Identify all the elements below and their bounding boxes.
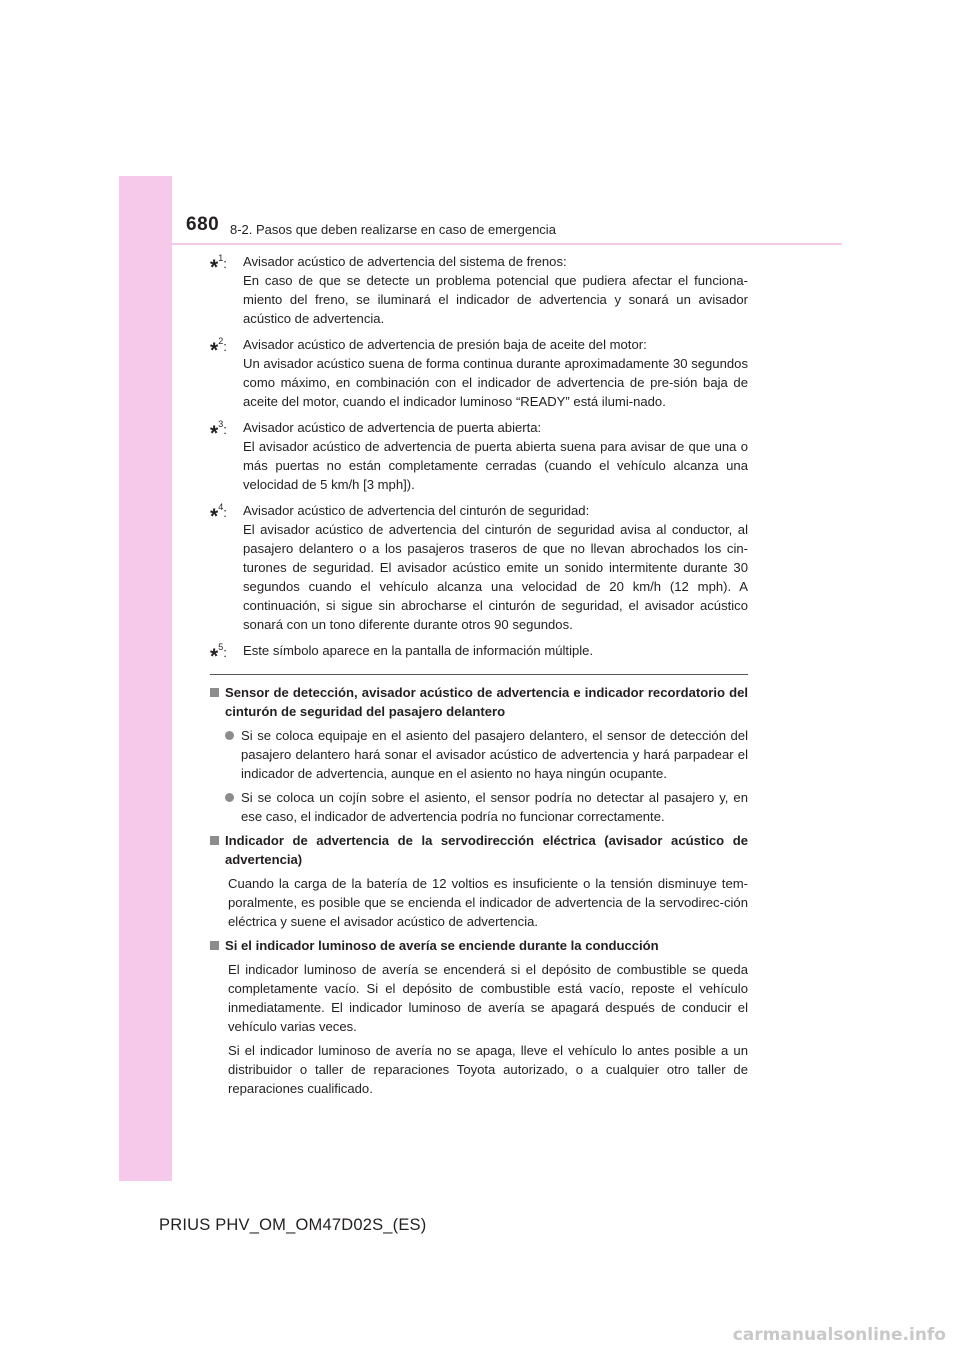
footnote-title: Avisador acústico de advertencia de puerta abierta: — [243, 420, 542, 435]
watermark: carmanualsonline.info — [732, 1325, 946, 1345]
circle-bullet-icon — [225, 731, 234, 740]
side-band — [119, 176, 172, 1181]
list-item: Si se coloca equipaje en el asiento del pasajero delantero, el sensor de detección del pasajero delantero hará sonar el avisador acústico de advertencia y hará parpadear el indicador de advertencia, aunque en el asiento no haya ningún ocupante. — [210, 726, 748, 783]
footnote-title: Avisador acústico de advertencia del sistema de frenos: — [243, 254, 567, 269]
footnote-2 — [210, 335, 748, 411]
section-divider — [210, 674, 748, 675]
footnote-text: El avisador acústico de advertencia de puerta abierta suena para avisar de que una o más puertas no están completamente cerradas (cuando el vehículo alcanza una velocidad de 5 km/h [3 mph]). — [243, 439, 748, 492]
section-title: 8-2. Pasos que deben realizarse en caso de emergencia — [230, 222, 556, 237]
paragraph: Si el indicador luminoso de avería no se apaga, lleve el vehículo lo antes posible a un distribuidor o taller de reparaciones Toyota autorizado, o a cualquier otro taller de reparaciones cualificado. — [228, 1043, 748, 1096]
footnote-1 — [210, 252, 748, 328]
square-bullet-icon — [210, 836, 219, 845]
footnote-text: En caso de que se detecte un problema potencial que pudiera afectar el funciona-miento del freno, se iluminará el indicador de advertencia y sonará un avisador acústico de advertencia. — [243, 273, 748, 326]
footnote-title: Avisador acústico de advertencia de presión baja de aceite del motor: — [243, 337, 647, 352]
circle-bullet-icon — [225, 793, 234, 802]
footnote-text: El avisador acústico de advertencia del cinturón de seguridad avisa al conductor, al pasajero delantero o a los pasajeros traseros de que no llevan abrochados los cin-turones de seguridad. El avisador acústico emite un sonido intermitente durante 30 segundos cuando el vehículo alcanza una velocidad de 20 km/h (12 mph). A continuación, si sigue sin abrocharse el cinturón de seguridad, el avisador acústico sonará con un tono diferente durante otros 90 segundos. — [243, 522, 748, 632]
footnote-4 — [210, 501, 748, 634]
list-item: Si se coloca un cojín sobre el asiento, el sensor podría no detectar al pasajero y, en ese caso, el indicador de advertencia podría no funcionar correctamente. — [210, 788, 748, 826]
paragraph: El indicador luminoso de avería se encenderá si el depósito de combustible se queda completamente vacío. Si el depósito de combustible está vacío, reposte el vehículo inmediatamente. El indicador luminoso de avería se apagará después de conducir el vehículo varias veces. — [228, 962, 748, 1034]
square-bullet-icon — [210, 941, 219, 950]
section-heading-malfunction: Si el indicador luminoso de avería se enciende durante la conducción — [210, 936, 748, 955]
footnote-title: Este símbolo aparece en la pantalla de información múltiple. — [243, 643, 594, 658]
footnote-marker: *$^2$: — [210, 336, 227, 362]
footnote-title: Avisador acústico de advertencia del cinturón de seguridad: — [243, 503, 590, 518]
page-content — [210, 252, 748, 1103]
square-bullet-icon — [210, 688, 219, 697]
footnote-marker: *$^1$: — [210, 253, 227, 279]
footnote-marker: *$^4$: — [210, 502, 227, 528]
header-divider — [172, 243, 842, 245]
page-number: 680 — [186, 214, 220, 235]
footnote-marker: *$^3$: — [210, 419, 227, 445]
paragraph: Cuando la carga de la batería de 12 voltios es insuficiente o la tensión disminuye tem-poralmente, es posible que se encienda el indicador de advertencia de la servodirec-ción eléctrica y suene el avisador acústico de advertencia. — [228, 876, 748, 929]
footnote-3 — [210, 418, 748, 494]
footnote-5 — [210, 641, 748, 668]
section-heading-sensor: Sensor de detección, avisador acústico de advertencia e indicador recordatorio del cinturón de seguridad del pasajero delantero — [210, 683, 748, 721]
footer-doc-id: PRIUS PHV_OM_OM47D02S_(ES) — [159, 1216, 427, 1234]
footnote-text: Un avisador acústico suena de forma continua durante aproximadamente 30 segundos como máximo, en combinación con el indicador de advertencia de pre-sión baja de aceite del motor, cuando el indicador luminoso “READY” está ilumi-nado. — [243, 356, 748, 409]
section-heading-steering: Indicador de advertencia de la servodirección eléctrica (avisador acústico de advertencia) — [210, 831, 748, 869]
footnote-marker: *$^5$: — [210, 642, 227, 668]
